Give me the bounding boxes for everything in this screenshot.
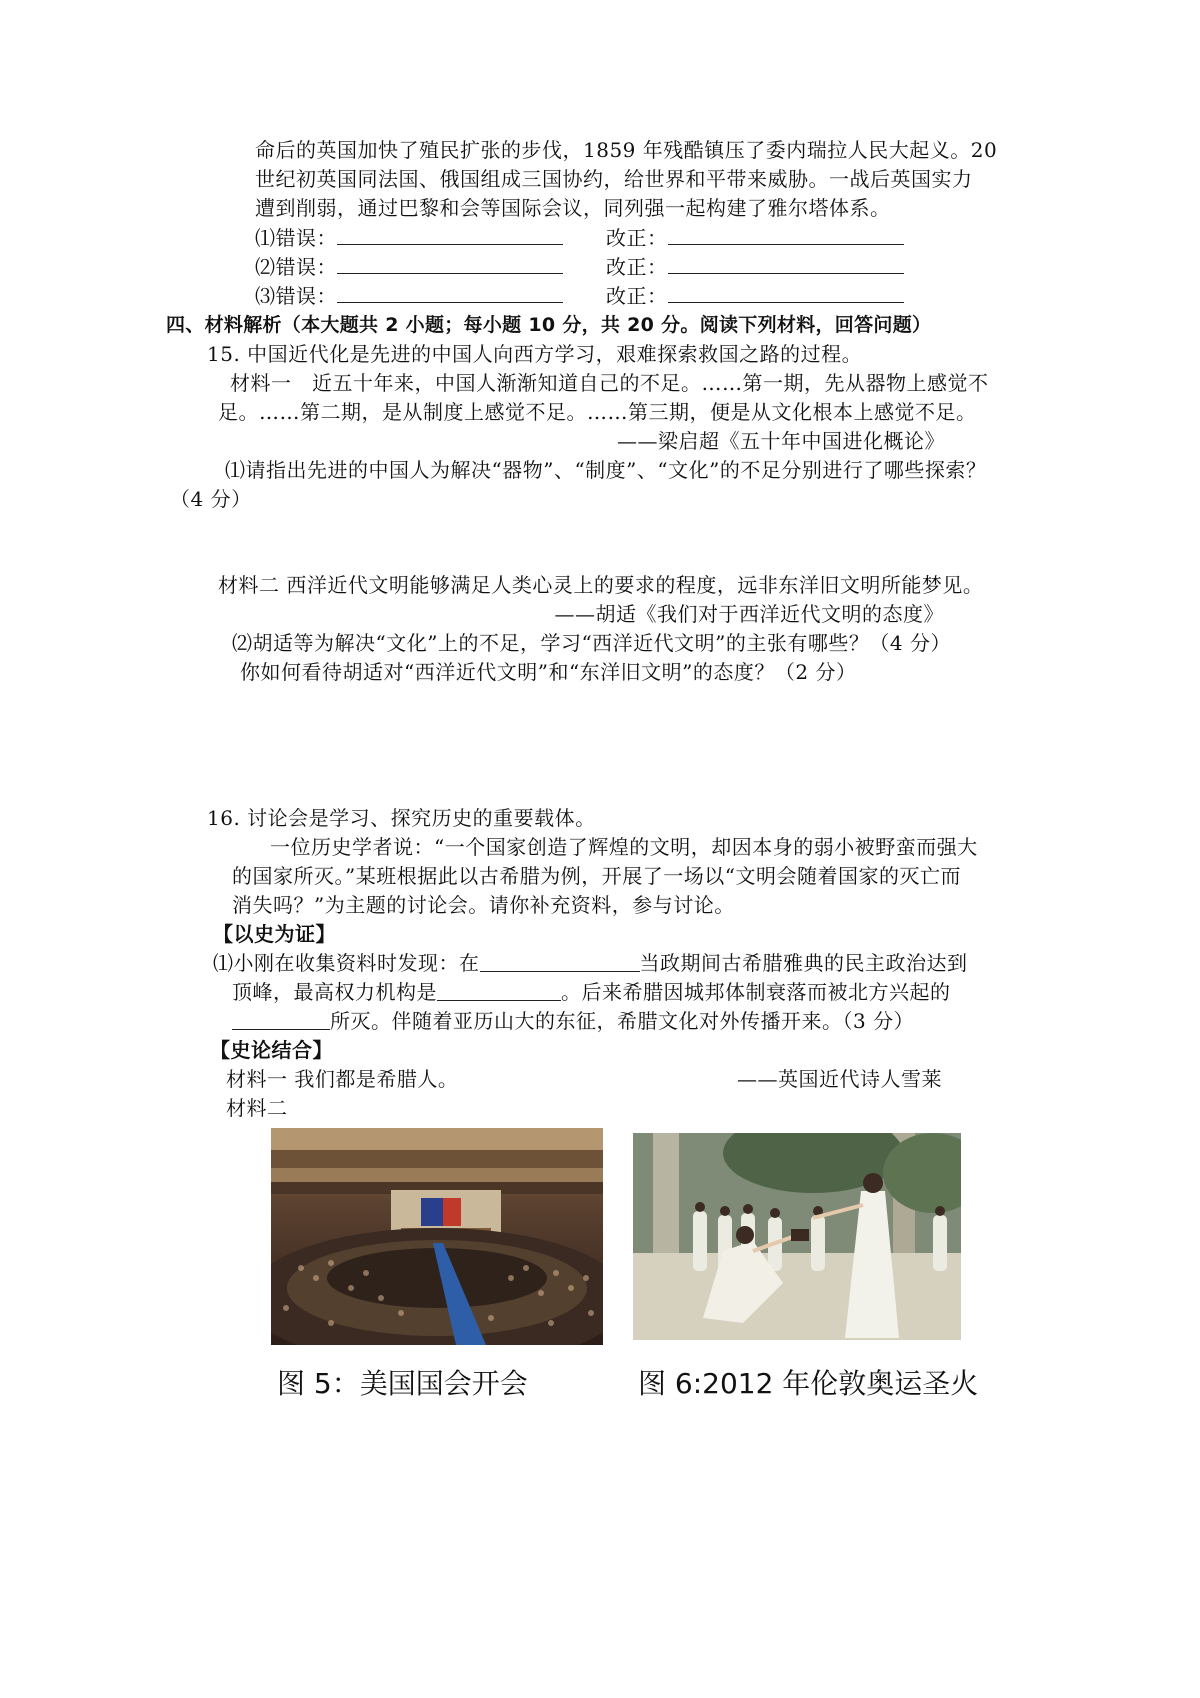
figure-caption: 图 6:2012 年伦敦奥运圣火 <box>638 1367 979 1400</box>
congress-photo <box>271 1128 603 1345</box>
error-blank[interactable] <box>337 282 563 303</box>
error-label: ⑵错误： <box>255 255 337 279</box>
fill-text: 顶峰，最高权力机构是 <box>232 980 437 1004</box>
sub-question: ⑵胡适等为解决“文化”上的不足，学习“西洋近代文明”的主张有哪些？（4 分） <box>232 631 951 655</box>
material-line: 材料二 西洋近代文明能够满足人类心灵上的要求的程度，远非东洋旧文明所能梦见。 <box>218 573 984 597</box>
fill-text: ⑴小刚在收集资料时发现：在 <box>213 951 480 975</box>
figure-caption: 图 5：美国国会开会 <box>277 1367 528 1400</box>
question-stem: 16. 讨论会是学习、探究历史的重要载体。 <box>207 806 596 830</box>
sub-question: ⑴请指出先进的中国人为解决“器物”、“制度”、“文化”的不足分别进行了哪些探索？ <box>225 458 987 482</box>
correction-row <box>255 224 563 252</box>
material-line: 材料一 近五十年来，中国人渐渐知道自己的不足。……第一期，先从器物上感觉不 <box>230 371 989 395</box>
error-blank[interactable] <box>337 224 563 245</box>
passage-line: 世纪初英国同法国、俄国组成三国协约，给世界和平带来威胁。一战后英国实力 <box>255 167 973 191</box>
fill-text: 。后来希腊因城邦体制衰落而被北方兴起的 <box>561 980 951 1004</box>
subsection-heading: 【史论结合】 <box>210 1038 333 1062</box>
fill-blank-authority[interactable] <box>437 980 561 1001</box>
correction-row <box>255 253 563 281</box>
correction-row <box>606 282 904 310</box>
correction-row <box>606 253 904 281</box>
fill-blank-conqueror[interactable] <box>232 1009 330 1030</box>
intro-line: 的国家所灭。”某班根据此以古希腊为例，开展了一场以“文明会随着国家的灭亡而 <box>232 864 961 888</box>
section-heading: 四、材料解析（本大题共 2 小题；每小题 10 分，共 20 分。阅读下列材料，回答问题） <box>166 314 932 336</box>
error-blank[interactable] <box>337 253 563 274</box>
fill-question <box>232 978 951 1006</box>
material-source: ——梁启超《五十年中国进化概论》 <box>617 429 945 453</box>
material-source: ——英国近代诗人雪莱 <box>737 1067 942 1091</box>
fix-label: 改正： <box>606 284 668 308</box>
olympic-flame-photo <box>633 1133 961 1340</box>
question-stem: 15. 中国近代化是先进的中国人向西方学习，艰难探索救国之路的过程。 <box>207 342 863 366</box>
sub-question: 你如何看待胡适对“西洋近代文明”和“东洋旧文明”的态度？（2 分） <box>240 660 857 684</box>
fill-question <box>232 1007 914 1035</box>
error-label: ⑶错误： <box>255 284 337 308</box>
material-line: 足。……第二期，是从制度上感觉不足。……第三期，便是从文化根本上感觉不足。 <box>218 400 977 424</box>
subsection-heading: 【以史为证】 <box>213 922 336 946</box>
sub-question: （4 分） <box>170 487 252 511</box>
fix-blank[interactable] <box>668 282 904 303</box>
fix-label: 改正： <box>606 255 668 279</box>
material-line: 材料二 <box>226 1096 288 1120</box>
fill-question <box>213 949 968 977</box>
fix-blank[interactable] <box>668 224 904 245</box>
fix-blank[interactable] <box>668 253 904 274</box>
passage-line: 遭到削弱，通过巴黎和会等国际会议，同列强一起构建了雅尔塔体系。 <box>255 196 891 220</box>
fill-text: 所灭。伴随着亚历山大的东征，希腊文化对外传播开来。（3 分） <box>330 1009 915 1033</box>
correction-row <box>255 282 563 310</box>
material-source: ——胡适《我们对于西洋近代文明的态度》 <box>554 602 944 626</box>
error-label: ⑴错误： <box>255 226 337 250</box>
fill-blank-ruler[interactable] <box>480 951 640 972</box>
fill-text: 当政期间古希腊雅典的民主政治达到 <box>639 951 968 975</box>
intro-line: 消失吗？”为主题的讨论会。请你补充资料，参与讨论。 <box>232 893 735 917</box>
intro-line: 一位历史学者说：“一个国家创造了辉煌的文明，却因本身的弱小被野蛮而强大 <box>270 835 978 859</box>
passage-line: 命后的英国加快了殖民扩张的步伐，1859 年残酷镇压了委内瑞拉人民大起义。20 <box>255 138 998 162</box>
fix-label: 改正： <box>606 226 668 250</box>
material-line: 材料一 我们都是希腊人。 <box>226 1067 459 1091</box>
correction-row <box>606 224 904 252</box>
